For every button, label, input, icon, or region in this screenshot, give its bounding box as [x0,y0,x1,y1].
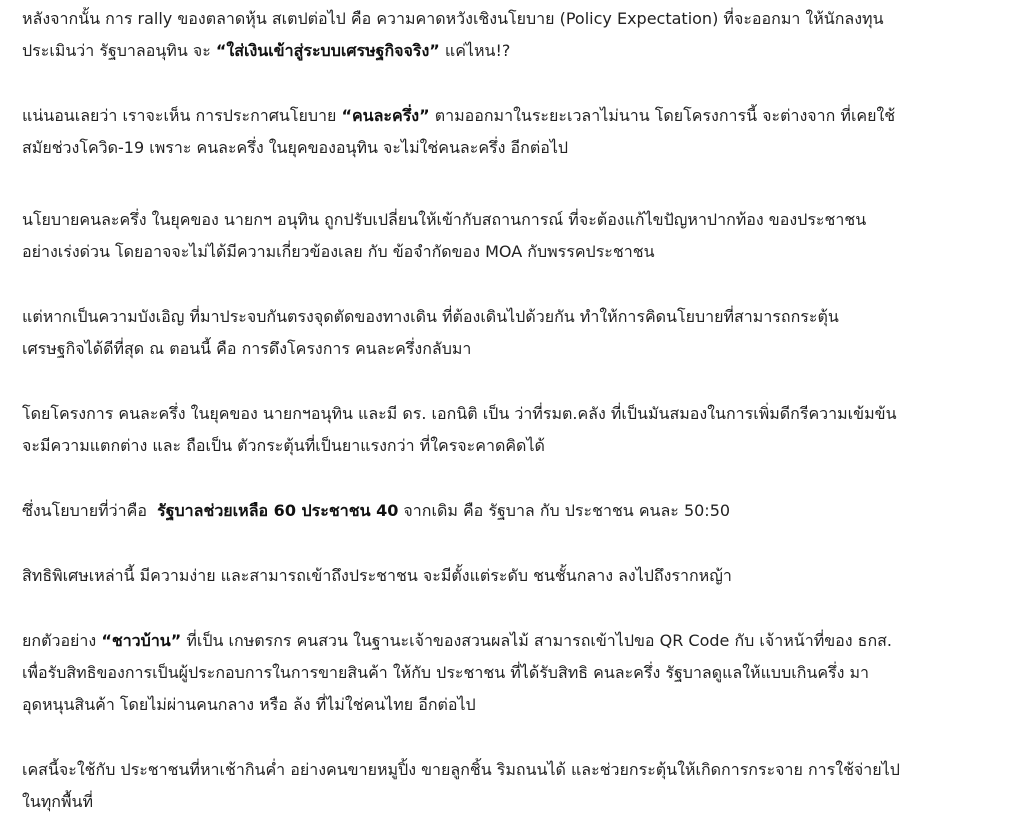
paragraph-7 [22,560,1001,592]
bold-phrase: “ชาวบ้าน” [101,631,182,650]
text-run: แค่ไหน!? [439,41,511,60]
bold-phrase: “คนละครึ่ง” [341,106,430,125]
text-run: ยกตัวอย่าง [22,631,102,650]
paragraph-8-line-2: เพื่อรับสิทธิของการเป็นผู้ประกอบการในการขายสินค้า ให้กับ ประชาชน ที่ได้รับสิทธิ คนละครึ่ง รัฐบาลดูแลให้แบบเกินครึ่ง มา [22,663,870,682]
paragraph-5-line-1: โดยโครงการ คนละครึ่ง ในยุคของ นายกฯอนุทิน และมี ดร. เอกนิติ เป็น ว่าที่รมต.คลัง ที่เป็นมันสมองในการเพิ่มดีกรีความเข้มข้น [22,404,897,423]
paragraph-4 [22,301,1001,365]
paragraph-5-line-2: จะมีความแตกต่าง และ ถือเป็น ตัวกระตุ้นที่เป็นยาแรงกว่า ที่ใครจะคาดคิดได้ [22,436,545,455]
paragraph-2 [22,100,1001,164]
paragraph-8 [22,625,1001,721]
paragraph-spacer [22,67,1001,100]
paragraph-3 [22,204,1001,268]
bold-phrase: “ใส่เงินเข้าสู่ระบบเศรษฐกิจจริง” [215,41,440,60]
paragraph-4-line-2: เศรษฐกิจได้ดีที่สุด ณ ตอนนี้ คือ การดึงโครงการ คนละครึ่งกลับมา [22,339,472,358]
paragraph-9 [22,754,1001,818]
paragraph-4-line-1: แต่หากเป็นความบังเอิญ ที่มาประจบกันตรงจุดตัดของทางเดิน ที่ต้องเดินไปด้วยกัน ทำให้การคิดนโยบายที่สามารถกระตุ้น [22,307,839,326]
text-run: ตามออกมาในระยะเวลาไม่นาน โดยโครงการนี้ จะต่างจาก ที่เคยใช้ [429,106,896,125]
text-run: จากเดิม คือ รัฐบาล กับ ประชาชน คนละ 50:50 [398,501,731,520]
text-run: ที่เป็น เกษตรกร คนสวน ในฐานะเจ้าของสวนผลไม้ สามารถเข้าไปขอ QR Code กับ เจ้าหน้าที่ของ ธกส. [181,631,892,650]
paragraph-2-line-2: สมัยช่วงโควิด-19 เพราะ คนละครึ่ง ในยุคของอนุทิน จะไม่ใช่คนละครึ่ง อีกต่อไป [22,138,569,157]
text-run: ซึ่งนโยบายที่ว่าคือ [22,501,158,520]
paragraph-2-line-1 [22,100,1001,132]
paragraph-spacer [22,527,1001,560]
paragraph-6 [22,495,1001,527]
paragraph-6-line-1 [22,495,1001,527]
paragraph-3-line-1: นโยบายคนละครึ่ง ในยุคของ นายกฯ อนุทิน ถูกปรับเปลี่ยนให้เข้ากับสถานการณ์ ที่จะต้องแก้ไขปัญหาปากท้อง ของประชาชน [22,210,867,229]
paragraph-spacer [22,268,1001,301]
paragraph-9-line-2: ในทุกพื้นที่ [22,792,94,811]
paragraph-1-line-1: หลังจากนั้น การ rally ของตลาดหุ้น สเตปต่อไป คือ ความคาดหวังเชิงนโยบาย (Policy Expectation) ที่จะออกมา ให้นักลงทุน [22,9,884,28]
paragraph-spacer [22,592,1001,625]
text-run: แน่นอนเลยว่า เราจะเห็น การประกาศนโยบาย [22,106,342,125]
paragraph-spacer [22,365,1001,398]
paragraph-spacer [22,164,1001,204]
paragraph-7-line-1: สิทธิพิเศษเหล่านี้ มีความง่าย และสามารถเข้าถึงประชาชน จะมีตั้งแต่ระดับ ชนชั้นกลาง ลงไปถึงรากหญ้า [22,566,732,585]
text-run: ประเมินว่า รัฐบาลอนุทิน จะ [22,41,216,60]
paragraph-8-line-1 [22,625,1001,657]
paragraph-spacer [22,721,1001,754]
paragraph-9-line-1: เคสนี้จะใช้กับ ประชาชนที่หาเช้ากินค่ำ อย่างคนขายหมูปิ้ง ขายลูกชิ้น ริมถนนได้ และช่วยกระตุ้นให้เกิดการกระจาย การใช้จ่ายไป [22,760,900,779]
bold-phrase: รัฐบาลช่วยเหลือ 60 ประชาชน 40 [157,501,399,520]
paragraph-1 [22,3,1001,67]
paragraph-1-line-2 [22,35,1001,67]
paragraph-spacer [22,462,1001,495]
paragraph-8-line-3: อุดหนุนสินค้า โดยไม่ผ่านคนกลาง หรือ ล้ง ที่ไม่ใช่คนไทย อีกต่อไป [22,695,476,714]
paragraph-3-line-2: อย่างเร่งด่วน โดยอาจจะไม่ได้มีความเกี่ยวข้องเลย กับ ข้อจำกัดของ MOA กับพรรคประชาชน [22,242,655,261]
paragraph-5 [22,398,1001,462]
